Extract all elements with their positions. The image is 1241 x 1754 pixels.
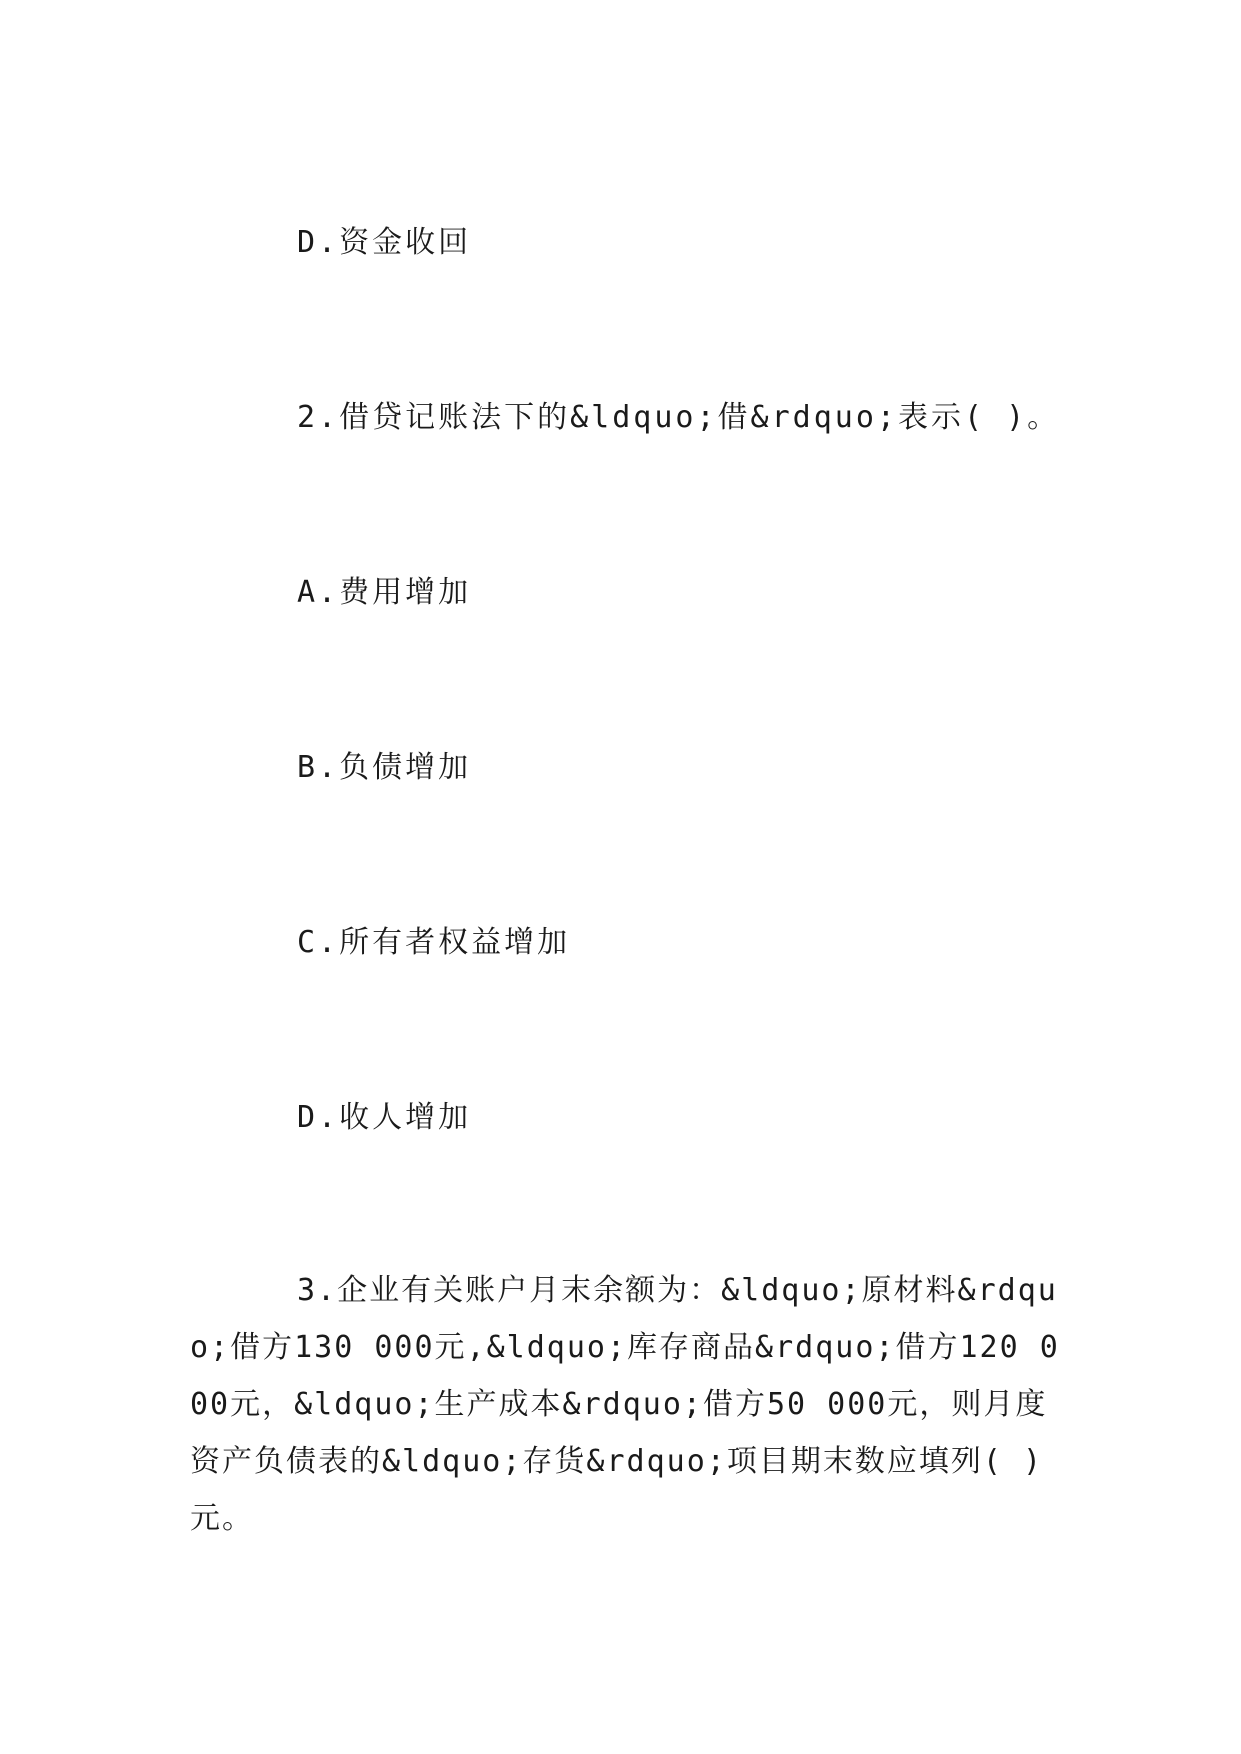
q2-option-b: B.负债增加 <box>297 750 472 785</box>
q2-option-c: C.所有者权益增加 <box>297 925 571 960</box>
q2-option-a: A.费用增加 <box>297 575 472 610</box>
q3-stem: 3.企业有关账户月末余额为：&ldquo;原材料&rdquo;借方130 000元,&ldquo;库存商品&rdquo;借方120 000元，&ldquo;生产成本&rdquo;借方50 000元，则月度资产负债表的&ldquo;存货&rdquo;项目期末数应填列( )元。 <box>190 1273 1060 1536</box>
q2-stem: 2.借贷记账法下的&ldquo;借&rdquo;表示( )。 <box>297 400 1061 435</box>
q1-option-d: D.资金收回 <box>297 225 472 260</box>
q2-option-d: D.收人增加 <box>297 1100 472 1135</box>
